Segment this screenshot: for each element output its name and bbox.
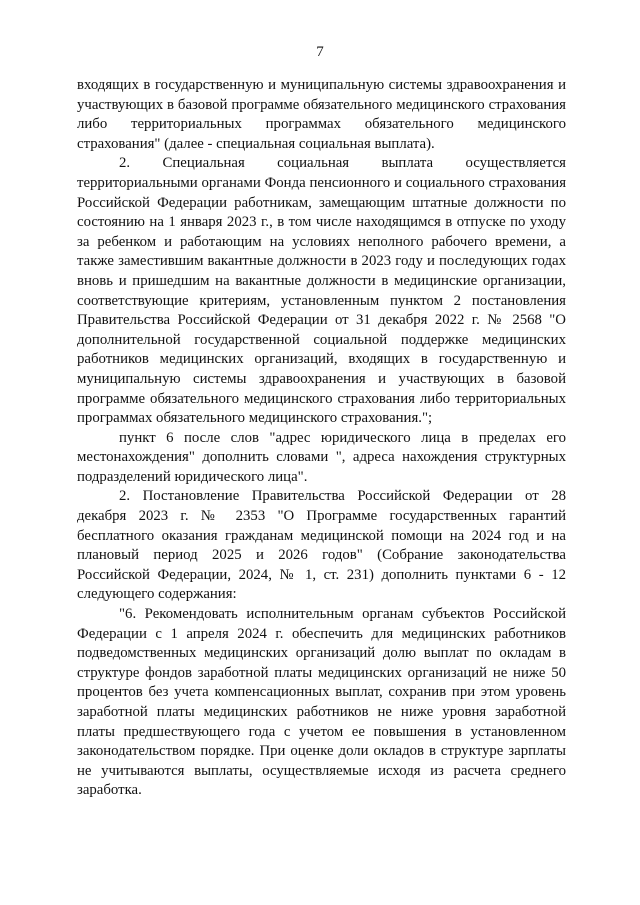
paragraph-special-payment: 2. Специальная социальная выплата осуществляется территориальными органами Фонда пенсионного и социального страхования Российской Федерации работникам, замещающим штатные должности по состоянию на 1 января 2023 г., в том числе находящимся в отпуске по уходу за ребенком и работающим на условиях неполного рабочего времени, а также заместившим вакантные должности в 2023 году и последующих годах вновь и пришедшим на вакантные должности в медицинские организации, соответствующие критериям, установленным пунктом 2 постановления Правительства Российской Федерации от 31 декабря 2022 г. № 2568 "О дополнительной государственной социальной поддержке медицинских работников медицинских организаций, входящих в государственную и муниципальную системы здравоохранения и участвующих в базовой программе обязательного медицинского страхования либо территориальных программах обязательного медицинского страхования."; (77, 155, 566, 427)
document-body (77, 76, 566, 801)
paragraph-continuation: входящих в государственную и муниципальную системы здравоохранения и участвующих в базовой программе обязательного медицинского страхования либо территориальных программах обязательного медицинского страхования" (далее - специальная социальная выплата). (77, 77, 566, 152)
paragraph-item-6: "6. Рекомендовать исполнительным органам субъектов Российской Федерации с 1 апреля 2024 г. обеспечить для медицинских работников подведомственных медицинских организаций долю выплат по окладам в структуре фондов заработной платы медицинских организаций не ниже 50 процентов без учета компенсационных выплат, сохранив при этом уровень заработной платы медицинских работников не ниже уровня заработной платы предшествующего года с учетом ее повышения в установленном законодательством порядке. При оценке доли окладов в структуре зарплаты не учитываются выплаты, осуществляемые исходя из расчета среднего заработка. (77, 606, 566, 799)
paragraph-resolution-2353: 2. Постановление Правительства Российской Федерации от 28 декабря 2023 г. № 2353 "О Программе государственных гарантий бесплатного оказания гражданам медицинской помощи на 2024 год и на плановый период 2025 и 2026 годов" (Собрание законодательства Российской Федерации, 2024, № 1, ст. 231) дополнить пунктами 6 - 12 следующего содержания: (77, 488, 566, 603)
page-number: 7 (316, 44, 324, 60)
paragraph-clause-6-amendment: пункт 6 после слов "адрес юридического лица в пределах его местонахождения" дополнить словами ", адреса нахождения структурных подразделений юридического лица". (77, 429, 566, 485)
